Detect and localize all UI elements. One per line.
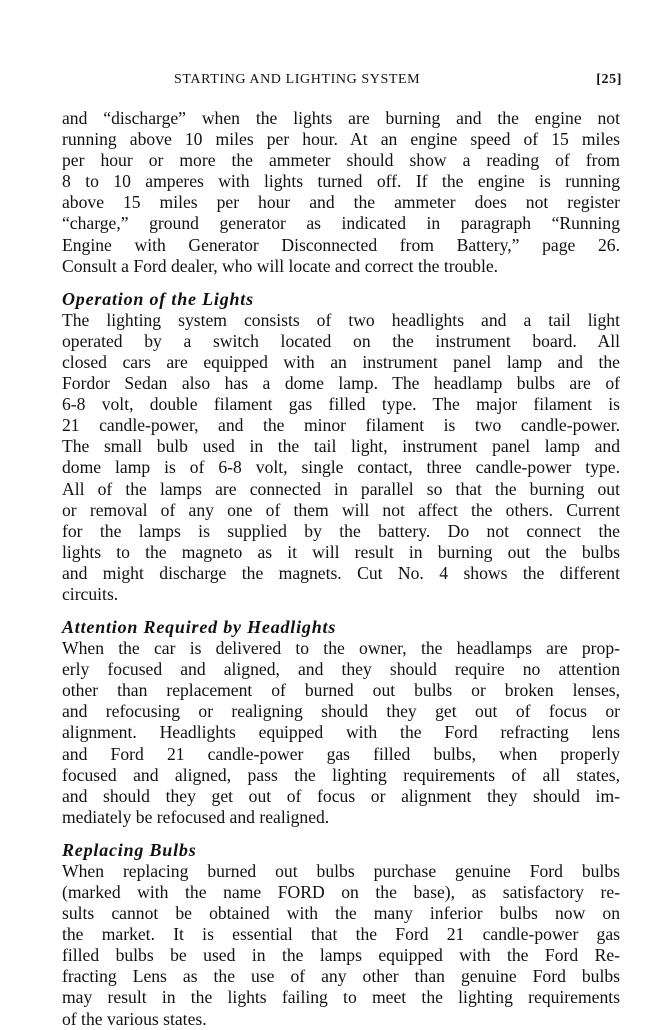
text-line: erly focused and aligned, and they should require no attention	[62, 659, 620, 680]
section-paragraph	[62, 310, 620, 605]
text-line: circuits.	[62, 583, 119, 604]
text-line: and refocusing or realigning should they get out of focus or	[62, 701, 620, 722]
text-line: All of the lamps are connected in parallel so that the burning out	[62, 478, 620, 499]
text-line: fracting Lens as the use of any other than genuine Ford bulbs	[62, 966, 620, 987]
text-line: “charge,” ground generator as indicated in paragraph “Running	[62, 213, 620, 234]
section	[62, 288, 620, 605]
text-line: and should they get out of focus or alignment they should im-	[62, 785, 620, 806]
text-line: 8 to 10 amperes with lights turned off. If the engine is running	[62, 171, 620, 192]
text-line: (marked with the name FORD on the base), as satisfactory re-	[62, 882, 620, 902]
text-line: above 15 miles per hour and the ammeter does not register	[62, 192, 620, 213]
text-line: and might discharge the magnets. Cut No. 4 shows the different	[62, 562, 620, 583]
text-line: 6-8 volt, double filament gas filled type. The major filament is	[62, 394, 620, 415]
text-line: When replacing burned out bulbs purchase genuine Ford bulbs	[62, 860, 620, 881]
text-line: and Ford 21 candle-power gas filled bulbs, when properly	[62, 743, 620, 764]
text-line: of the various states.	[62, 1008, 207, 1029]
text-line: or removal of any one of them will not affect the others. Current	[62, 499, 620, 520]
text-line: running above 10 miles per hour. At an engine speed of 15 miles	[62, 129, 620, 150]
intro-paragraph	[62, 108, 620, 277]
text-line: When the car is delivered to the owner, the headlamps are prop-	[62, 638, 620, 659]
page-number: [25]	[596, 72, 622, 87]
text-line: 21 candle-power, and the minor filament is two candle-power.	[62, 415, 620, 436]
text-line: per hour or more the ammeter should show a reading of from	[62, 150, 620, 171]
section	[62, 839, 620, 1030]
text-line: operated by a switch located on the instrument board. All	[62, 330, 620, 351]
section-paragraph	[62, 638, 620, 828]
text-line: filled bulbs be used in the lamps equipped with the Ford Re-	[62, 945, 620, 966]
text-line: closed cars are equipped with an instrument panel lamp and the	[62, 351, 620, 372]
text-line: The lighting system consists of two headlights and a tail light	[62, 309, 620, 330]
text-line: The small bulb used in the tail light, instrument panel lamp and	[62, 436, 620, 457]
page-body	[62, 108, 620, 1030]
text-line: alignment. Headlights equipped with the Ford refracting lens	[62, 722, 620, 743]
section-paragraph	[62, 861, 620, 1030]
section-heading: Attention Required by Headlights	[62, 617, 337, 638]
section-heading: Replacing Bulbs	[62, 839, 197, 860]
text-line: Fordor Sedan also has a dome lamp. The headlamp bulbs are of	[62, 373, 620, 394]
text-line: mediately be refocused and realigned.	[62, 806, 330, 827]
running-header	[62, 72, 622, 92]
text-line: other than replacement of burned out bulbs or broken lenses,	[62, 680, 620, 701]
text-line: for the lamps is supplied by the battery. Do not connect the	[62, 520, 620, 541]
text-line: focused and aligned, pass the lighting requirements of all states,	[62, 764, 620, 785]
text-line: may result in the lights failing to meet the lighting requirements	[62, 987, 620, 1008]
running-title: STARTING AND LIGHTING SYSTEM	[174, 72, 421, 87]
section	[62, 616, 620, 828]
text-line: lights to the magneto as it will result in burning out the bulbs	[62, 541, 620, 562]
text-line: the market. It is essential that the Ford 21 candle-power gas	[62, 924, 620, 945]
text-line: and “discharge” when the lights are burning and the engine not	[62, 108, 620, 128]
section-heading: Operation of the Lights	[62, 288, 254, 309]
text-line: Engine with Generator Disconnected from Battery,” page 26.	[62, 234, 620, 255]
text-line: Consult a Ford dealer, who will locate and correct the trouble.	[62, 255, 499, 276]
text-line: sults cannot be obtained with the many inferior bulbs now on	[62, 903, 620, 924]
text-line: dome lamp is of 6-8 volt, single contact, three candle-power type.	[62, 457, 620, 478]
